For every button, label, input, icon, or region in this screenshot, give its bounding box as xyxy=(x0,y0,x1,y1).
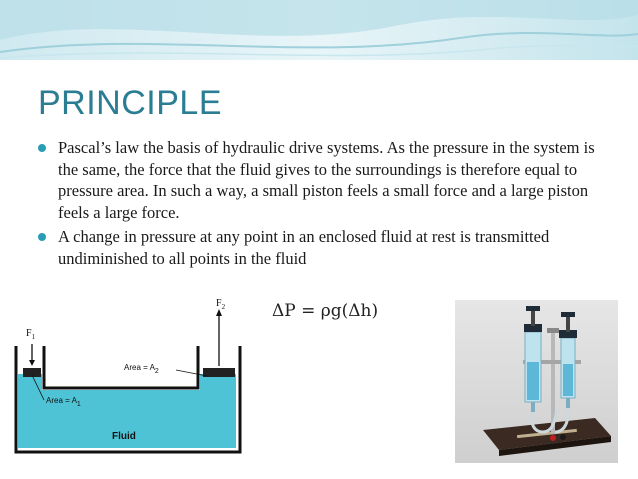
bullet-item xyxy=(34,137,604,223)
area-a2-text: Area = A xyxy=(124,363,155,372)
force-f2-symbol: F xyxy=(216,298,222,309)
area-a1-text: Area = A xyxy=(46,396,77,405)
bullet-list xyxy=(34,137,604,272)
force-f1-label xyxy=(26,328,36,341)
decorative-banner xyxy=(0,0,638,60)
force-f1-symbol: F xyxy=(26,328,32,339)
bullet-dot-icon xyxy=(38,144,46,152)
bullet-text: A change in pressure at any point in an enclosed fluid at rest is transmitted undiminished to all points in the fluid xyxy=(58,227,550,268)
force-f2-label xyxy=(216,298,226,311)
bullet-item xyxy=(34,226,604,269)
force-f1-subscript: 1 xyxy=(31,333,36,341)
slide-title: PRINCIPLE xyxy=(38,84,222,122)
hydraulic-press-diagram xyxy=(10,296,264,456)
fluid-label: Fluid xyxy=(112,431,136,442)
syringe-apparatus-photo xyxy=(455,300,618,463)
bullet-text: Pascal’s law the basis of hydraulic drive systems. As the pressure in the system is the same, the force that the fluid gives to the surroundings is therefore equal to pressure area. In such a way, a small piston feels a small force and a large piston feels a large force. xyxy=(58,138,595,222)
force-f2-subscript: 2 xyxy=(221,303,226,311)
area-a2-subscript: 2 xyxy=(154,368,159,375)
area-a1-subscript: 1 xyxy=(76,401,81,408)
area-a2-label xyxy=(124,363,159,375)
bullet-dot-icon xyxy=(38,233,46,241)
pressure-formula: ΔP = ρg(Δh) xyxy=(272,301,379,321)
